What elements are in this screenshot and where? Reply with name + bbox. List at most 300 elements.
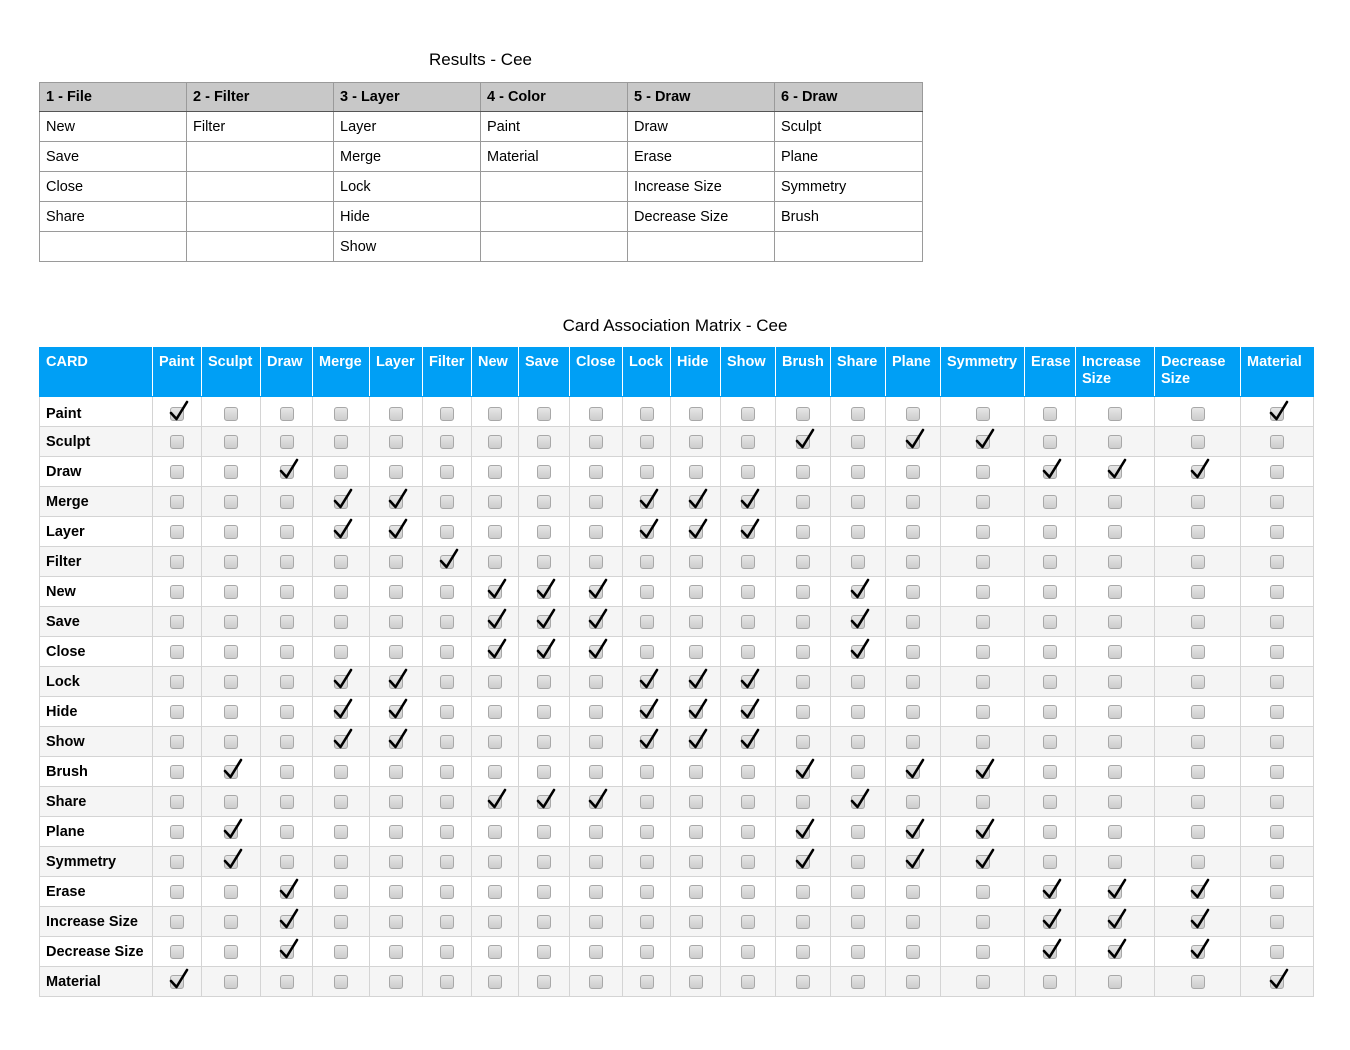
checked-checkbox[interactable]	[589, 615, 603, 629]
unchecked-checkbox[interactable]	[589, 885, 603, 899]
checked-checkbox[interactable]	[689, 495, 703, 509]
unchecked-checkbox[interactable]	[537, 975, 551, 989]
unchecked-checkbox[interactable]	[1270, 885, 1284, 899]
unchecked-checkbox[interactable]	[389, 915, 403, 929]
unchecked-checkbox[interactable]	[906, 975, 920, 989]
unchecked-checkbox[interactable]	[640, 855, 654, 869]
unchecked-checkbox[interactable]	[1043, 495, 1057, 509]
unchecked-checkbox[interactable]	[689, 825, 703, 839]
unchecked-checkbox[interactable]	[488, 825, 502, 839]
unchecked-checkbox[interactable]	[280, 645, 294, 659]
checked-checkbox[interactable]	[976, 855, 990, 869]
unchecked-checkbox[interactable]	[537, 675, 551, 689]
unchecked-checkbox[interactable]	[334, 465, 348, 479]
checked-checkbox[interactable]	[224, 825, 238, 839]
checked-checkbox[interactable]	[640, 525, 654, 539]
unchecked-checkbox[interactable]	[488, 465, 502, 479]
unchecked-checkbox[interactable]	[976, 407, 990, 421]
unchecked-checkbox[interactable]	[851, 555, 865, 569]
unchecked-checkbox[interactable]	[170, 915, 184, 929]
unchecked-checkbox[interactable]	[851, 525, 865, 539]
unchecked-checkbox[interactable]	[1270, 765, 1284, 779]
unchecked-checkbox[interactable]	[224, 735, 238, 749]
unchecked-checkbox[interactable]	[280, 435, 294, 449]
unchecked-checkbox[interactable]	[488, 705, 502, 719]
unchecked-checkbox[interactable]	[976, 555, 990, 569]
unchecked-checkbox[interactable]	[589, 407, 603, 421]
unchecked-checkbox[interactable]	[1191, 435, 1205, 449]
unchecked-checkbox[interactable]	[640, 765, 654, 779]
unchecked-checkbox[interactable]	[1270, 465, 1284, 479]
unchecked-checkbox[interactable]	[689, 885, 703, 899]
unchecked-checkbox[interactable]	[640, 825, 654, 839]
unchecked-checkbox[interactable]	[1270, 705, 1284, 719]
unchecked-checkbox[interactable]	[440, 885, 454, 899]
unchecked-checkbox[interactable]	[537, 825, 551, 839]
unchecked-checkbox[interactable]	[640, 645, 654, 659]
unchecked-checkbox[interactable]	[1270, 645, 1284, 659]
checked-checkbox[interactable]	[851, 615, 865, 629]
unchecked-checkbox[interactable]	[440, 705, 454, 719]
checked-checkbox[interactable]	[488, 585, 502, 599]
unchecked-checkbox[interactable]	[440, 945, 454, 959]
unchecked-checkbox[interactable]	[589, 765, 603, 779]
unchecked-checkbox[interactable]	[851, 945, 865, 959]
checked-checkbox[interactable]	[741, 735, 755, 749]
checked-checkbox[interactable]	[589, 585, 603, 599]
checked-checkbox[interactable]	[1270, 407, 1284, 421]
unchecked-checkbox[interactable]	[906, 915, 920, 929]
unchecked-checkbox[interactable]	[537, 735, 551, 749]
unchecked-checkbox[interactable]	[741, 645, 755, 659]
unchecked-checkbox[interactable]	[796, 615, 810, 629]
checked-checkbox[interactable]	[640, 735, 654, 749]
unchecked-checkbox[interactable]	[1108, 705, 1122, 719]
unchecked-checkbox[interactable]	[280, 585, 294, 599]
unchecked-checkbox[interactable]	[1043, 855, 1057, 869]
checked-checkbox[interactable]	[976, 435, 990, 449]
unchecked-checkbox[interactable]	[1108, 525, 1122, 539]
unchecked-checkbox[interactable]	[976, 915, 990, 929]
unchecked-checkbox[interactable]	[976, 945, 990, 959]
unchecked-checkbox[interactable]	[170, 645, 184, 659]
unchecked-checkbox[interactable]	[537, 885, 551, 899]
unchecked-checkbox[interactable]	[280, 705, 294, 719]
checked-checkbox[interactable]	[389, 735, 403, 749]
unchecked-checkbox[interactable]	[851, 495, 865, 509]
unchecked-checkbox[interactable]	[224, 615, 238, 629]
unchecked-checkbox[interactable]	[170, 855, 184, 869]
unchecked-checkbox[interactable]	[440, 615, 454, 629]
unchecked-checkbox[interactable]	[589, 495, 603, 509]
unchecked-checkbox[interactable]	[170, 945, 184, 959]
unchecked-checkbox[interactable]	[589, 675, 603, 689]
checked-checkbox[interactable]	[334, 705, 348, 719]
unchecked-checkbox[interactable]	[1108, 735, 1122, 749]
unchecked-checkbox[interactable]	[280, 795, 294, 809]
unchecked-checkbox[interactable]	[976, 675, 990, 689]
unchecked-checkbox[interactable]	[488, 495, 502, 509]
unchecked-checkbox[interactable]	[1270, 495, 1284, 509]
unchecked-checkbox[interactable]	[1270, 525, 1284, 539]
unchecked-checkbox[interactable]	[1043, 705, 1057, 719]
unchecked-checkbox[interactable]	[537, 915, 551, 929]
unchecked-checkbox[interactable]	[334, 795, 348, 809]
checked-checkbox[interactable]	[440, 555, 454, 569]
checked-checkbox[interactable]	[976, 825, 990, 839]
unchecked-checkbox[interactable]	[389, 825, 403, 839]
unchecked-checkbox[interactable]	[1191, 705, 1205, 719]
checked-checkbox[interactable]	[906, 765, 920, 779]
unchecked-checkbox[interactable]	[741, 465, 755, 479]
unchecked-checkbox[interactable]	[976, 705, 990, 719]
unchecked-checkbox[interactable]	[440, 765, 454, 779]
unchecked-checkbox[interactable]	[589, 975, 603, 989]
unchecked-checkbox[interactable]	[906, 795, 920, 809]
unchecked-checkbox[interactable]	[906, 645, 920, 659]
checked-checkbox[interactable]	[280, 945, 294, 959]
unchecked-checkbox[interactable]	[1191, 407, 1205, 421]
unchecked-checkbox[interactable]	[537, 945, 551, 959]
checked-checkbox[interactable]	[1043, 465, 1057, 479]
checked-checkbox[interactable]	[796, 765, 810, 779]
unchecked-checkbox[interactable]	[741, 555, 755, 569]
unchecked-checkbox[interactable]	[537, 465, 551, 479]
unchecked-checkbox[interactable]	[640, 915, 654, 929]
unchecked-checkbox[interactable]	[280, 615, 294, 629]
unchecked-checkbox[interactable]	[1270, 795, 1284, 809]
unchecked-checkbox[interactable]	[640, 975, 654, 989]
checked-checkbox[interactable]	[906, 435, 920, 449]
unchecked-checkbox[interactable]	[741, 915, 755, 929]
checked-checkbox[interactable]	[224, 765, 238, 779]
unchecked-checkbox[interactable]	[741, 407, 755, 421]
unchecked-checkbox[interactable]	[334, 585, 348, 599]
unchecked-checkbox[interactable]	[906, 525, 920, 539]
checked-checkbox[interactable]	[1108, 885, 1122, 899]
checked-checkbox[interactable]	[1043, 915, 1057, 929]
unchecked-checkbox[interactable]	[906, 705, 920, 719]
unchecked-checkbox[interactable]	[280, 855, 294, 869]
checked-checkbox[interactable]	[170, 407, 184, 421]
unchecked-checkbox[interactable]	[796, 407, 810, 421]
checked-checkbox[interactable]	[851, 585, 865, 599]
checked-checkbox[interactable]	[389, 495, 403, 509]
checked-checkbox[interactable]	[334, 525, 348, 539]
unchecked-checkbox[interactable]	[280, 825, 294, 839]
checked-checkbox[interactable]	[537, 795, 551, 809]
unchecked-checkbox[interactable]	[689, 645, 703, 659]
unchecked-checkbox[interactable]	[1108, 615, 1122, 629]
checked-checkbox[interactable]	[537, 645, 551, 659]
unchecked-checkbox[interactable]	[1191, 765, 1205, 779]
unchecked-checkbox[interactable]	[796, 675, 810, 689]
unchecked-checkbox[interactable]	[280, 975, 294, 989]
checked-checkbox[interactable]	[589, 645, 603, 659]
checked-checkbox[interactable]	[1043, 945, 1057, 959]
unchecked-checkbox[interactable]	[488, 915, 502, 929]
unchecked-checkbox[interactable]	[488, 855, 502, 869]
unchecked-checkbox[interactable]	[741, 585, 755, 599]
unchecked-checkbox[interactable]	[488, 885, 502, 899]
checked-checkbox[interactable]	[1108, 915, 1122, 929]
unchecked-checkbox[interactable]	[1270, 585, 1284, 599]
unchecked-checkbox[interactable]	[1043, 407, 1057, 421]
checked-checkbox[interactable]	[488, 615, 502, 629]
unchecked-checkbox[interactable]	[589, 705, 603, 719]
unchecked-checkbox[interactable]	[689, 945, 703, 959]
checked-checkbox[interactable]	[537, 585, 551, 599]
unchecked-checkbox[interactable]	[589, 525, 603, 539]
unchecked-checkbox[interactable]	[1043, 615, 1057, 629]
unchecked-checkbox[interactable]	[537, 525, 551, 539]
unchecked-checkbox[interactable]	[851, 825, 865, 839]
unchecked-checkbox[interactable]	[537, 435, 551, 449]
unchecked-checkbox[interactable]	[440, 435, 454, 449]
unchecked-checkbox[interactable]	[640, 465, 654, 479]
checked-checkbox[interactable]	[1108, 465, 1122, 479]
checked-checkbox[interactable]	[741, 525, 755, 539]
unchecked-checkbox[interactable]	[796, 885, 810, 899]
unchecked-checkbox[interactable]	[1043, 795, 1057, 809]
unchecked-checkbox[interactable]	[1043, 675, 1057, 689]
unchecked-checkbox[interactable]	[741, 945, 755, 959]
unchecked-checkbox[interactable]	[334, 407, 348, 421]
unchecked-checkbox[interactable]	[440, 495, 454, 509]
unchecked-checkbox[interactable]	[1191, 735, 1205, 749]
unchecked-checkbox[interactable]	[389, 795, 403, 809]
checked-checkbox[interactable]	[1191, 465, 1205, 479]
unchecked-checkbox[interactable]	[640, 435, 654, 449]
checked-checkbox[interactable]	[741, 495, 755, 509]
unchecked-checkbox[interactable]	[170, 465, 184, 479]
unchecked-checkbox[interactable]	[170, 555, 184, 569]
checked-checkbox[interactable]	[1270, 975, 1284, 989]
unchecked-checkbox[interactable]	[440, 525, 454, 539]
unchecked-checkbox[interactable]	[170, 435, 184, 449]
unchecked-checkbox[interactable]	[488, 735, 502, 749]
unchecked-checkbox[interactable]	[589, 825, 603, 839]
unchecked-checkbox[interactable]	[334, 945, 348, 959]
unchecked-checkbox[interactable]	[170, 585, 184, 599]
unchecked-checkbox[interactable]	[689, 555, 703, 569]
unchecked-checkbox[interactable]	[1043, 975, 1057, 989]
unchecked-checkbox[interactable]	[1043, 765, 1057, 779]
unchecked-checkbox[interactable]	[906, 407, 920, 421]
unchecked-checkbox[interactable]	[440, 675, 454, 689]
checked-checkbox[interactable]	[906, 855, 920, 869]
checked-checkbox[interactable]	[851, 645, 865, 659]
unchecked-checkbox[interactable]	[488, 407, 502, 421]
unchecked-checkbox[interactable]	[334, 615, 348, 629]
unchecked-checkbox[interactable]	[389, 765, 403, 779]
unchecked-checkbox[interactable]	[170, 495, 184, 509]
unchecked-checkbox[interactable]	[1270, 555, 1284, 569]
unchecked-checkbox[interactable]	[488, 555, 502, 569]
unchecked-checkbox[interactable]	[1043, 525, 1057, 539]
unchecked-checkbox[interactable]	[741, 885, 755, 899]
unchecked-checkbox[interactable]	[640, 945, 654, 959]
unchecked-checkbox[interactable]	[224, 645, 238, 659]
unchecked-checkbox[interactable]	[280, 495, 294, 509]
unchecked-checkbox[interactable]	[440, 645, 454, 659]
checked-checkbox[interactable]	[640, 675, 654, 689]
checked-checkbox[interactable]	[976, 765, 990, 779]
unchecked-checkbox[interactable]	[796, 945, 810, 959]
checked-checkbox[interactable]	[851, 795, 865, 809]
checked-checkbox[interactable]	[796, 435, 810, 449]
checked-checkbox[interactable]	[224, 855, 238, 869]
unchecked-checkbox[interactable]	[537, 555, 551, 569]
unchecked-checkbox[interactable]	[1191, 975, 1205, 989]
unchecked-checkbox[interactable]	[976, 465, 990, 479]
unchecked-checkbox[interactable]	[488, 525, 502, 539]
unchecked-checkbox[interactable]	[1108, 435, 1122, 449]
unchecked-checkbox[interactable]	[906, 735, 920, 749]
checked-checkbox[interactable]	[640, 705, 654, 719]
unchecked-checkbox[interactable]	[589, 465, 603, 479]
unchecked-checkbox[interactable]	[796, 555, 810, 569]
unchecked-checkbox[interactable]	[1108, 495, 1122, 509]
unchecked-checkbox[interactable]	[389, 465, 403, 479]
unchecked-checkbox[interactable]	[851, 465, 865, 479]
unchecked-checkbox[interactable]	[796, 465, 810, 479]
unchecked-checkbox[interactable]	[170, 885, 184, 899]
unchecked-checkbox[interactable]	[1043, 645, 1057, 659]
unchecked-checkbox[interactable]	[224, 705, 238, 719]
unchecked-checkbox[interactable]	[440, 465, 454, 479]
unchecked-checkbox[interactable]	[796, 705, 810, 719]
unchecked-checkbox[interactable]	[389, 645, 403, 659]
unchecked-checkbox[interactable]	[334, 855, 348, 869]
unchecked-checkbox[interactable]	[1191, 525, 1205, 539]
checked-checkbox[interactable]	[796, 825, 810, 839]
unchecked-checkbox[interactable]	[1270, 435, 1284, 449]
checked-checkbox[interactable]	[170, 975, 184, 989]
unchecked-checkbox[interactable]	[224, 555, 238, 569]
unchecked-checkbox[interactable]	[906, 585, 920, 599]
unchecked-checkbox[interactable]	[1191, 825, 1205, 839]
unchecked-checkbox[interactable]	[976, 885, 990, 899]
unchecked-checkbox[interactable]	[906, 615, 920, 629]
unchecked-checkbox[interactable]	[537, 705, 551, 719]
unchecked-checkbox[interactable]	[280, 675, 294, 689]
unchecked-checkbox[interactable]	[389, 585, 403, 599]
unchecked-checkbox[interactable]	[334, 645, 348, 659]
unchecked-checkbox[interactable]	[1270, 915, 1284, 929]
unchecked-checkbox[interactable]	[224, 945, 238, 959]
unchecked-checkbox[interactable]	[741, 795, 755, 809]
unchecked-checkbox[interactable]	[440, 407, 454, 421]
unchecked-checkbox[interactable]	[741, 975, 755, 989]
unchecked-checkbox[interactable]	[170, 615, 184, 629]
unchecked-checkbox[interactable]	[851, 675, 865, 689]
unchecked-checkbox[interactable]	[796, 645, 810, 659]
unchecked-checkbox[interactable]	[334, 885, 348, 899]
unchecked-checkbox[interactable]	[906, 495, 920, 509]
unchecked-checkbox[interactable]	[640, 585, 654, 599]
unchecked-checkbox[interactable]	[851, 435, 865, 449]
unchecked-checkbox[interactable]	[851, 407, 865, 421]
unchecked-checkbox[interactable]	[224, 975, 238, 989]
unchecked-checkbox[interactable]	[334, 555, 348, 569]
unchecked-checkbox[interactable]	[851, 915, 865, 929]
unchecked-checkbox[interactable]	[1043, 585, 1057, 599]
unchecked-checkbox[interactable]	[976, 975, 990, 989]
checked-checkbox[interactable]	[741, 675, 755, 689]
unchecked-checkbox[interactable]	[488, 765, 502, 779]
unchecked-checkbox[interactable]	[170, 675, 184, 689]
unchecked-checkbox[interactable]	[976, 645, 990, 659]
unchecked-checkbox[interactable]	[640, 885, 654, 899]
unchecked-checkbox[interactable]	[1191, 585, 1205, 599]
unchecked-checkbox[interactable]	[224, 525, 238, 539]
checked-checkbox[interactable]	[589, 795, 603, 809]
unchecked-checkbox[interactable]	[796, 975, 810, 989]
unchecked-checkbox[interactable]	[851, 855, 865, 869]
unchecked-checkbox[interactable]	[796, 915, 810, 929]
unchecked-checkbox[interactable]	[851, 765, 865, 779]
unchecked-checkbox[interactable]	[537, 407, 551, 421]
unchecked-checkbox[interactable]	[741, 855, 755, 869]
unchecked-checkbox[interactable]	[1108, 407, 1122, 421]
unchecked-checkbox[interactable]	[334, 915, 348, 929]
checked-checkbox[interactable]	[689, 735, 703, 749]
unchecked-checkbox[interactable]	[851, 885, 865, 899]
unchecked-checkbox[interactable]	[488, 675, 502, 689]
unchecked-checkbox[interactable]	[589, 435, 603, 449]
unchecked-checkbox[interactable]	[589, 555, 603, 569]
unchecked-checkbox[interactable]	[280, 407, 294, 421]
unchecked-checkbox[interactable]	[1043, 555, 1057, 569]
unchecked-checkbox[interactable]	[1191, 645, 1205, 659]
unchecked-checkbox[interactable]	[334, 765, 348, 779]
checked-checkbox[interactable]	[280, 915, 294, 929]
checked-checkbox[interactable]	[334, 495, 348, 509]
unchecked-checkbox[interactable]	[334, 975, 348, 989]
checked-checkbox[interactable]	[796, 855, 810, 869]
unchecked-checkbox[interactable]	[976, 585, 990, 599]
checked-checkbox[interactable]	[640, 495, 654, 509]
checked-checkbox[interactable]	[280, 465, 294, 479]
unchecked-checkbox[interactable]	[334, 825, 348, 839]
unchecked-checkbox[interactable]	[689, 795, 703, 809]
checked-checkbox[interactable]	[1043, 885, 1057, 899]
checked-checkbox[interactable]	[334, 735, 348, 749]
unchecked-checkbox[interactable]	[224, 795, 238, 809]
unchecked-checkbox[interactable]	[976, 795, 990, 809]
unchecked-checkbox[interactable]	[796, 525, 810, 539]
unchecked-checkbox[interactable]	[796, 735, 810, 749]
unchecked-checkbox[interactable]	[906, 885, 920, 899]
unchecked-checkbox[interactable]	[224, 465, 238, 479]
unchecked-checkbox[interactable]	[589, 945, 603, 959]
unchecked-checkbox[interactable]	[170, 735, 184, 749]
unchecked-checkbox[interactable]	[224, 885, 238, 899]
unchecked-checkbox[interactable]	[851, 975, 865, 989]
unchecked-checkbox[interactable]	[440, 585, 454, 599]
unchecked-checkbox[interactable]	[389, 975, 403, 989]
unchecked-checkbox[interactable]	[689, 407, 703, 421]
unchecked-checkbox[interactable]	[440, 795, 454, 809]
unchecked-checkbox[interactable]	[640, 615, 654, 629]
unchecked-checkbox[interactable]	[1108, 585, 1122, 599]
unchecked-checkbox[interactable]	[170, 765, 184, 779]
unchecked-checkbox[interactable]	[796, 495, 810, 509]
unchecked-checkbox[interactable]	[976, 495, 990, 509]
unchecked-checkbox[interactable]	[389, 945, 403, 959]
unchecked-checkbox[interactable]	[741, 765, 755, 779]
